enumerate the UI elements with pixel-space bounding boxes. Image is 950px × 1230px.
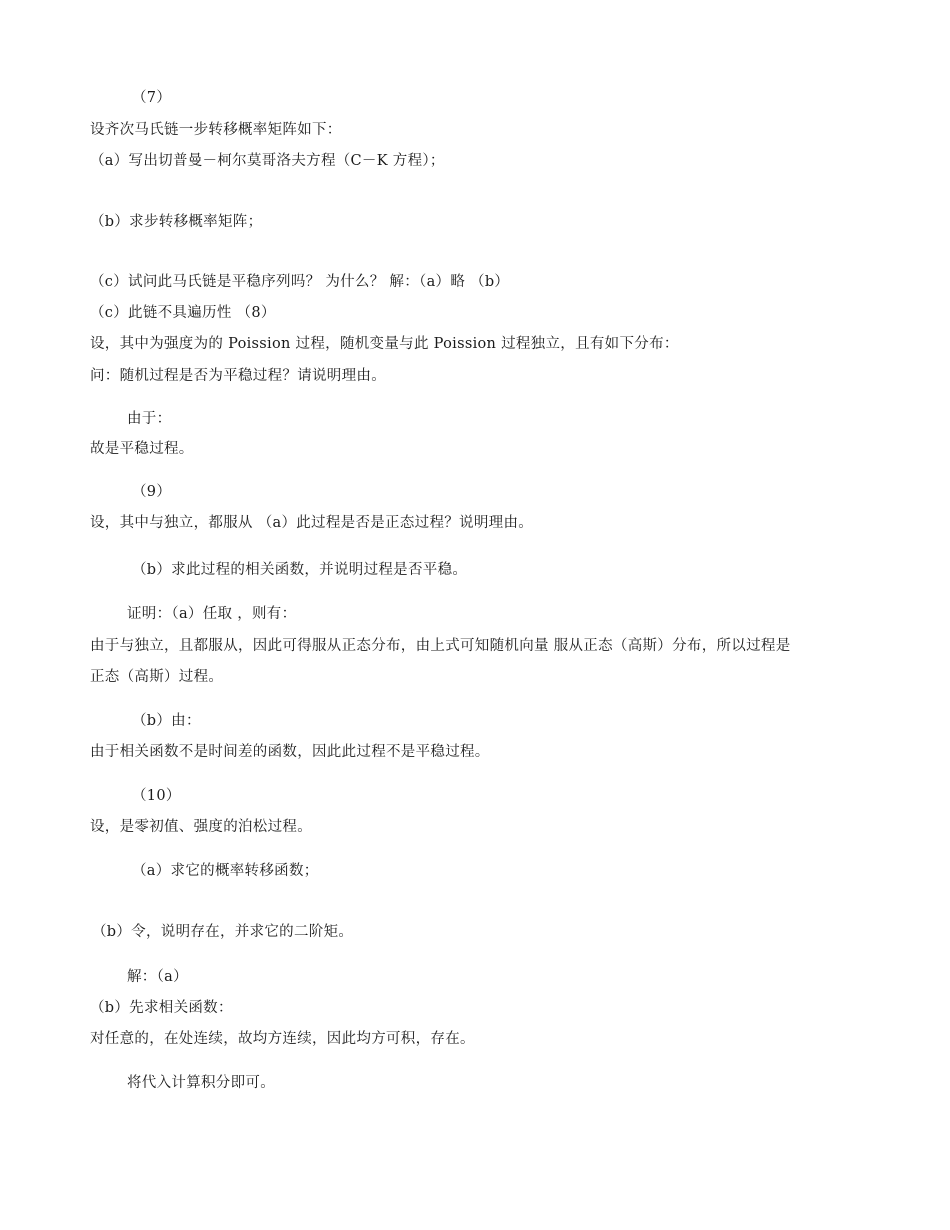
problem-10-solution-b-detail: 对任意的，在处连续，故均方连续，因此均方可积，存在。 bbox=[90, 1031, 475, 1047]
problem-10-number: （10） bbox=[132, 788, 181, 804]
problem-10-statement: 设，是零初值、强度的泊松过程。 bbox=[90, 819, 312, 835]
problem-9-part-b: （b）求此过程的相关函数，并说明过程是否平稳。 bbox=[132, 562, 468, 578]
problem-7-statement: 设齐次马氏链一步转移概率矩阵如下： bbox=[90, 122, 342, 138]
problem-9-proof-conclusion: 正态（高斯）过程。 bbox=[90, 669, 224, 685]
problem-10-solution-final: 将代入计算积分即可。 bbox=[127, 1075, 275, 1091]
problem-9-number: （9） bbox=[132, 484, 172, 500]
problem-10-solution-b: （b）先求相关函数： bbox=[90, 1000, 233, 1016]
problem-7-part-c: （c）试问此马氏链是平稳序列吗？ 为什么？ 解：（a）略 （b） bbox=[90, 274, 510, 290]
problem-7-part-b: （b）求步转移概率矩阵； bbox=[90, 214, 263, 230]
problem-9-statement: 设，其中与独立，都服从 （a）此过程是否是正态过程？说明理由。 bbox=[90, 515, 534, 531]
problem-9-proof-a: 证明：（a）任取 ，则有： bbox=[127, 606, 297, 622]
problem-8-question: 问：随机过程是否为平稳过程？请说明理由。 bbox=[90, 368, 386, 384]
problem-10-solution-a: 解：（a） bbox=[127, 969, 188, 985]
problem-9-proof-b: （b）由： bbox=[132, 713, 201, 729]
problem-8-conclusion: 故是平稳过程。 bbox=[90, 441, 194, 457]
problem-7-part-a: （a）写出切普曼－柯尔莫哥洛夫方程（C－K 方程）； bbox=[90, 153, 445, 169]
problem-9-proof-reason: 由于与独立，且都服从，因此可得服从正态分布，由上式可知随机向量 服从正态（高斯）分布，所以过程是 bbox=[90, 638, 791, 654]
problem-10-part-a: （a）求它的概率转移函数； bbox=[132, 863, 319, 879]
problem-8-solution-intro: 由于： bbox=[127, 411, 172, 427]
problem-7-number: （7） bbox=[132, 90, 172, 106]
problem-9-proof-b-conclusion: 由于相关函数不是时间差的函数，因此此过程不是平稳过程。 bbox=[90, 744, 490, 760]
problem-7-answer-c: （c）此链不具遍历性 （8） bbox=[90, 305, 276, 321]
problem-8-statement: 设，其中为强度为的 Poission 过程，随机变量与此 Poission 过程独立，且有如下分布： bbox=[90, 336, 679, 352]
problem-10-part-b: （b）令，说明存在，并求它的二阶矩。 bbox=[92, 924, 354, 940]
